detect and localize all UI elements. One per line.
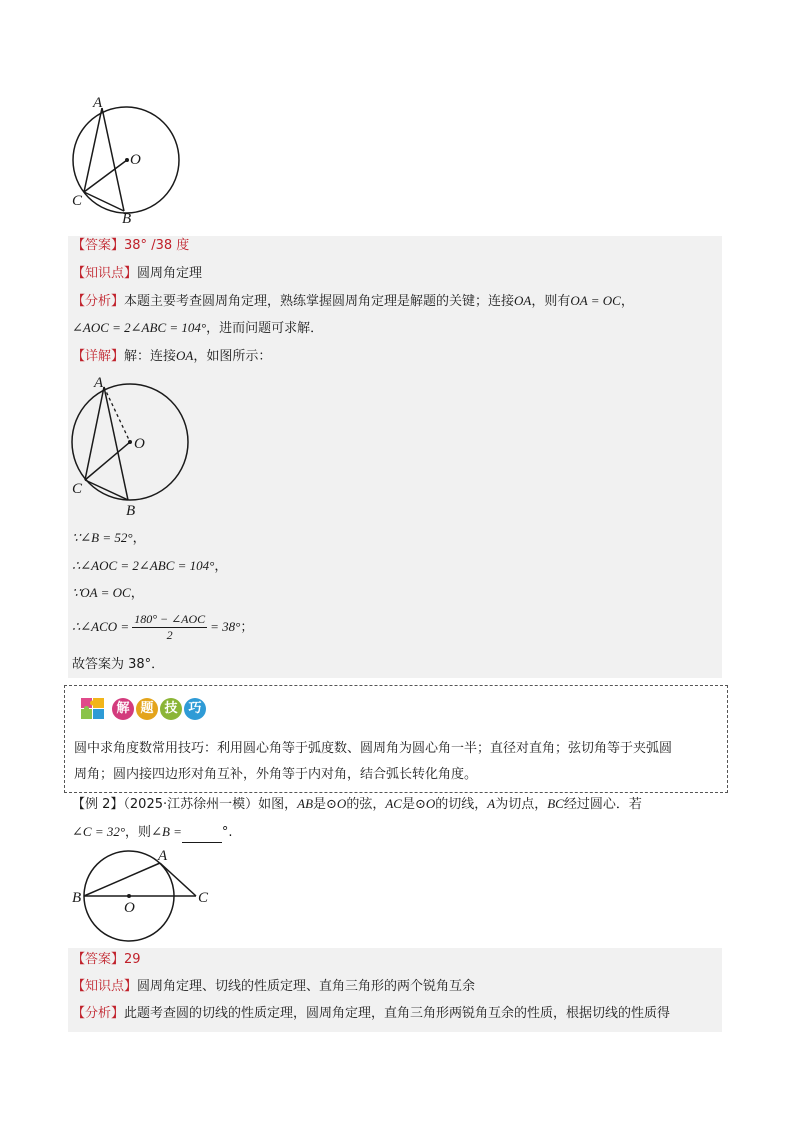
ex2-t1: 是 xyxy=(313,797,327,812)
detail-text-c: ，如图所示： xyxy=(193,349,272,364)
analysis-tag-2: 【分析】 xyxy=(72,1006,125,1021)
analysis-text-end: ，进而问题可求解． xyxy=(206,321,324,336)
analysis-text-2: 此题考查圆的切线的性质定理，圆周角定理，直角三角形两锐角互余的性质，根据切线的性质得 xyxy=(124,1006,671,1021)
fraction-numerator: 180° − ∠AOC xyxy=(134,612,206,626)
ex2-bc: BC xyxy=(547,796,564,811)
step-3-end: ， xyxy=(130,586,144,601)
tips-text-2: 周角；圆内接四边形对角互补，外角等于内对角，结合弧长转化角度。 xyxy=(74,767,478,782)
step-4-pre: ∴∠ACO = xyxy=(72,619,130,634)
chord-ab xyxy=(102,108,124,211)
label-o: O xyxy=(130,152,141,168)
center-point xyxy=(128,440,132,444)
label-o: O xyxy=(134,436,145,452)
center-point xyxy=(127,894,131,898)
chord-cb xyxy=(85,480,128,500)
badge-char-3: 技 xyxy=(160,698,182,720)
ex2-angle-c: ∠C = 32° xyxy=(72,824,126,839)
badge-char-4: 巧 xyxy=(184,698,206,720)
step-4 xyxy=(72,610,253,645)
chord-ac xyxy=(84,108,102,192)
detail-line xyxy=(72,346,271,367)
knowledge-tag: 【知识点】 xyxy=(72,266,138,281)
label-b: B xyxy=(126,503,136,519)
analysis-line-b2 xyxy=(72,1004,670,1024)
analysis-text-c: ，则有 xyxy=(531,294,571,309)
segment-oa-dashed xyxy=(104,387,130,442)
ex2-circle-o-2: ⊙O xyxy=(414,796,436,811)
ex2-t5: 为切点， xyxy=(495,797,548,812)
ex2-a: A xyxy=(487,796,496,811)
answer-tag: 【答案】 xyxy=(72,238,125,253)
step-4-post: = 38° xyxy=(210,619,241,634)
badge-char-2: 题 xyxy=(136,698,158,720)
ex2-circle-o-1: ⊙O xyxy=(326,796,347,811)
answer-line-2 xyxy=(72,950,141,970)
analysis-oa-oc: OA = OC xyxy=(570,293,621,308)
detail-oa: OA xyxy=(176,348,194,363)
analysis-line-1 xyxy=(72,291,634,312)
knowledge-line xyxy=(72,264,202,284)
chord-ba xyxy=(84,863,160,896)
example-2-prefix: 【例 2】（2025·江苏徐州一模）如图， xyxy=(72,797,298,812)
figure-circle-1 xyxy=(62,92,192,227)
answer-tag-2: 【答案】 xyxy=(72,952,125,967)
label-c: C xyxy=(72,481,83,497)
chord-ab xyxy=(104,387,128,500)
badge-char-1: 解 xyxy=(112,698,134,720)
figure-circle-3 xyxy=(70,844,210,944)
tips-line-1 xyxy=(74,739,672,759)
ex2-ab: AB xyxy=(297,796,314,811)
analysis-line-2 xyxy=(72,318,323,339)
analysis-tag: 【分析】 xyxy=(72,294,125,309)
label-c: C xyxy=(198,890,209,906)
ex2-t4: 的切线， xyxy=(435,797,488,812)
step-3 xyxy=(72,583,144,604)
tips-badge xyxy=(112,697,208,720)
answer-text: 38° /38 度 xyxy=(124,238,190,253)
example-2-line-1 xyxy=(72,794,642,815)
ex2-angle-b: ∠B = xyxy=(151,824,182,839)
label-a: A xyxy=(158,848,168,864)
ex2-t3: 是 xyxy=(401,797,415,812)
detail-text-a: 解：连接 xyxy=(124,349,177,364)
knowledge-tag-2: 【知识点】 xyxy=(72,979,138,994)
step-4-fraction xyxy=(132,612,207,643)
knowledge-text-2: 圆周角定理、切线的性质定理、直角三角形的两个锐角互余 xyxy=(137,979,476,994)
label-b: B xyxy=(72,890,82,906)
answer-text-2: 29 xyxy=(124,952,141,967)
label-o: O xyxy=(124,900,135,916)
example-2-line-2 xyxy=(72,822,233,843)
analysis-text-a: 本题主要考查圆周角定理，熟练掌握圆周角定理是解题的关键；连接 xyxy=(124,294,515,309)
step-2-end: ， xyxy=(214,559,228,574)
step-2-expr: ∴∠AOC = 2∠ABC = 104° xyxy=(72,558,215,573)
fraction-denominator: 2 xyxy=(166,628,173,642)
step-1-expr: ∵∠B = 52° xyxy=(72,530,133,545)
label-c: C xyxy=(72,193,83,209)
tips-text-1: 圆中求角度数常用技巧：利用圆心角等于弧度数、圆周角为圆心角一半；直径对直角；弦切角等于夹弧圆 xyxy=(74,741,673,756)
label-a: A xyxy=(94,375,104,391)
figure-circle-2 xyxy=(62,372,197,520)
step-3-expr: ∵OA = OC xyxy=(72,585,131,600)
ex2-then: ，则 xyxy=(125,825,152,840)
analysis-angle-eq: ∠AOC = 2∠ABC = 104° xyxy=(72,320,207,335)
answer-blank[interactable] xyxy=(182,828,222,843)
analysis-text-e: ， xyxy=(620,294,634,309)
step-1 xyxy=(72,528,146,549)
ex2-t2: 的弦， xyxy=(346,797,386,812)
conclusion xyxy=(72,655,164,675)
ex2-degree: °. xyxy=(221,825,233,840)
center-point xyxy=(125,158,129,162)
ex2-t6: 经过圆心．若 xyxy=(563,797,642,812)
step-4-end: ； xyxy=(240,620,254,635)
knowledge-line-2 xyxy=(72,977,475,997)
label-a: A xyxy=(93,95,103,111)
puzzle-icon xyxy=(80,695,106,721)
tangent-ac xyxy=(160,863,196,896)
ex2-ac: AC xyxy=(385,796,402,811)
tips-line-2 xyxy=(74,765,477,785)
answer-line xyxy=(72,236,189,256)
step-2 xyxy=(72,556,227,577)
analysis-oa: OA xyxy=(514,293,532,308)
detail-tag: 【详解】 xyxy=(72,349,125,364)
conclusion-text: 故答案为 38°． xyxy=(72,657,165,672)
knowledge-text: 圆周角定理 xyxy=(137,266,203,281)
tips-header xyxy=(80,695,208,721)
label-b: B xyxy=(122,211,132,227)
step-1-end: ， xyxy=(132,531,146,546)
